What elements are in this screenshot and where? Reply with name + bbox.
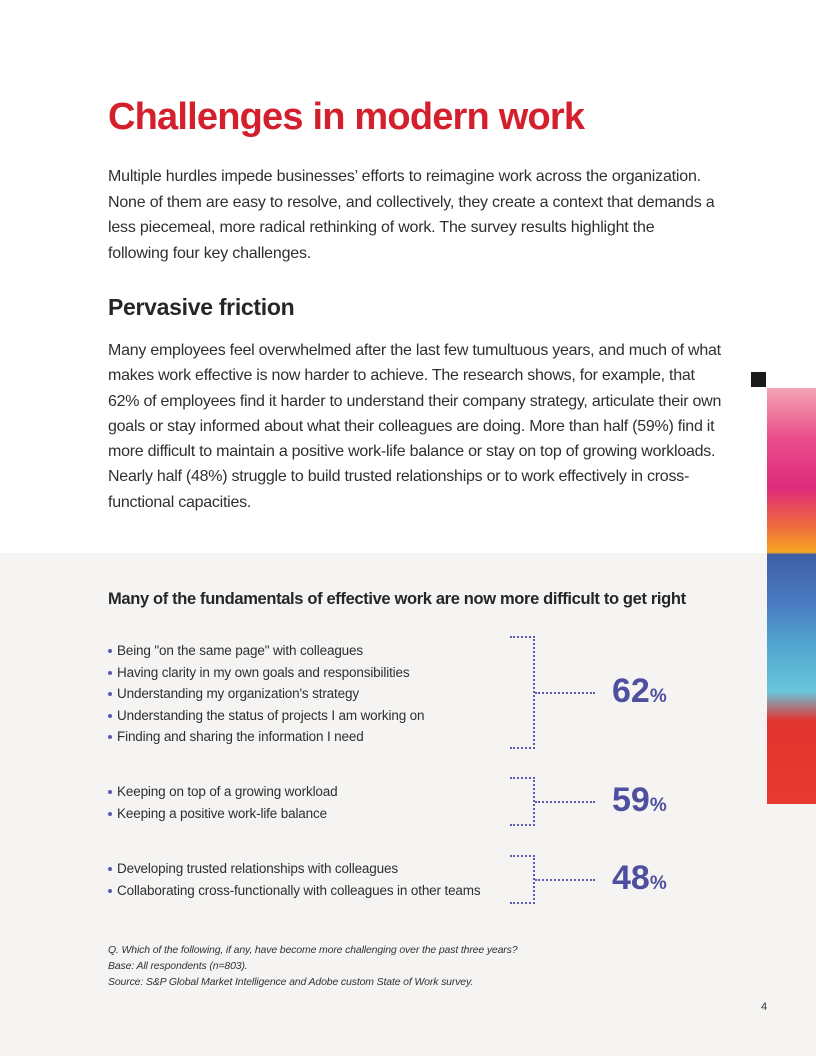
stat-value-group-1 bbox=[612, 671, 667, 717]
bracket-group-2 bbox=[510, 777, 535, 826]
challenge-list-group-2 bbox=[108, 781, 338, 824]
list-item: Understanding the status of projects I am working on bbox=[108, 705, 424, 727]
connector-group-3 bbox=[535, 879, 595, 881]
connector-group-2 bbox=[535, 801, 595, 803]
section-body: Many employees feel overwhelmed after the last few tumultuous years, and much of what makes work effective is now harder to achieve. The research shows, for example, that 62% of employees find it harder to understand their company strategy, articulate their own goals or stay informed about what their colleagues are doing. More than half (59%) find it more difficult to maintain a positive work-life balance or stay on top of growing workloads. Nearly half (48%) struggle to build trusted relationships or to work effectively in cross-functional capacities. bbox=[108, 342, 722, 511]
stat-value-group-2 bbox=[612, 780, 667, 826]
footnotes bbox=[108, 942, 517, 991]
stat-value-group-3 bbox=[612, 858, 667, 904]
page-number: 4 bbox=[761, 1001, 768, 1013]
connector-group-1 bbox=[535, 692, 595, 694]
challenge-list-group-1 bbox=[108, 640, 424, 748]
list-item: Developing trusted relationships with colleagues bbox=[108, 858, 481, 880]
footnote-source: Source: S&P Global Market Intelligence and Adobe custom State of Work survey. bbox=[108, 976, 474, 989]
page-title: Challenges in modern work bbox=[108, 96, 585, 138]
intro-paragraph: Multiple hurdles impede businesses’ efforts to reimagine work across the organization. None of them are easy to resolve, and collectively, they create a context that demands a less piecemeal, more radical rethinking of work. The survey results highlight the following four key challenges. bbox=[108, 168, 715, 262]
list-item: Collaborating cross-functionally with colleagues in other teams bbox=[108, 880, 481, 902]
stat-number: 62 bbox=[612, 672, 650, 710]
stat-unit: % bbox=[649, 873, 667, 894]
bracket-group-1 bbox=[510, 636, 535, 749]
footnote-question: Q. Which of the following, if any, have become more challenging over the past three years? bbox=[108, 944, 518, 956]
list-item: Being "on the same page" with colleagues bbox=[108, 640, 424, 662]
stat-unit: % bbox=[649, 795, 667, 816]
stat-unit: % bbox=[649, 686, 667, 707]
list-item: Keeping on top of a growing workload bbox=[108, 781, 338, 803]
list-item: Having clarity in my own goals and responsibilities bbox=[108, 662, 424, 684]
footnote-base: Base: All respondents (n=803). bbox=[108, 960, 248, 973]
chart-title: Many of the fundamentals of effective work are now more difficult to get right bbox=[108, 590, 686, 608]
list-item: Understanding my organization's strategy bbox=[108, 683, 424, 705]
decorative-square bbox=[751, 372, 766, 387]
decorative-gradient-strip bbox=[767, 388, 816, 804]
challenge-list-group-3 bbox=[108, 858, 481, 901]
list-item: Finding and sharing the information I need bbox=[108, 726, 424, 748]
stat-number: 48 bbox=[612, 859, 650, 897]
section-heading: Pervasive friction bbox=[108, 294, 295, 320]
bracket-group-3 bbox=[510, 855, 535, 904]
list-item: Keeping a positive work-life balance bbox=[108, 803, 338, 825]
stat-number: 59 bbox=[612, 781, 650, 819]
